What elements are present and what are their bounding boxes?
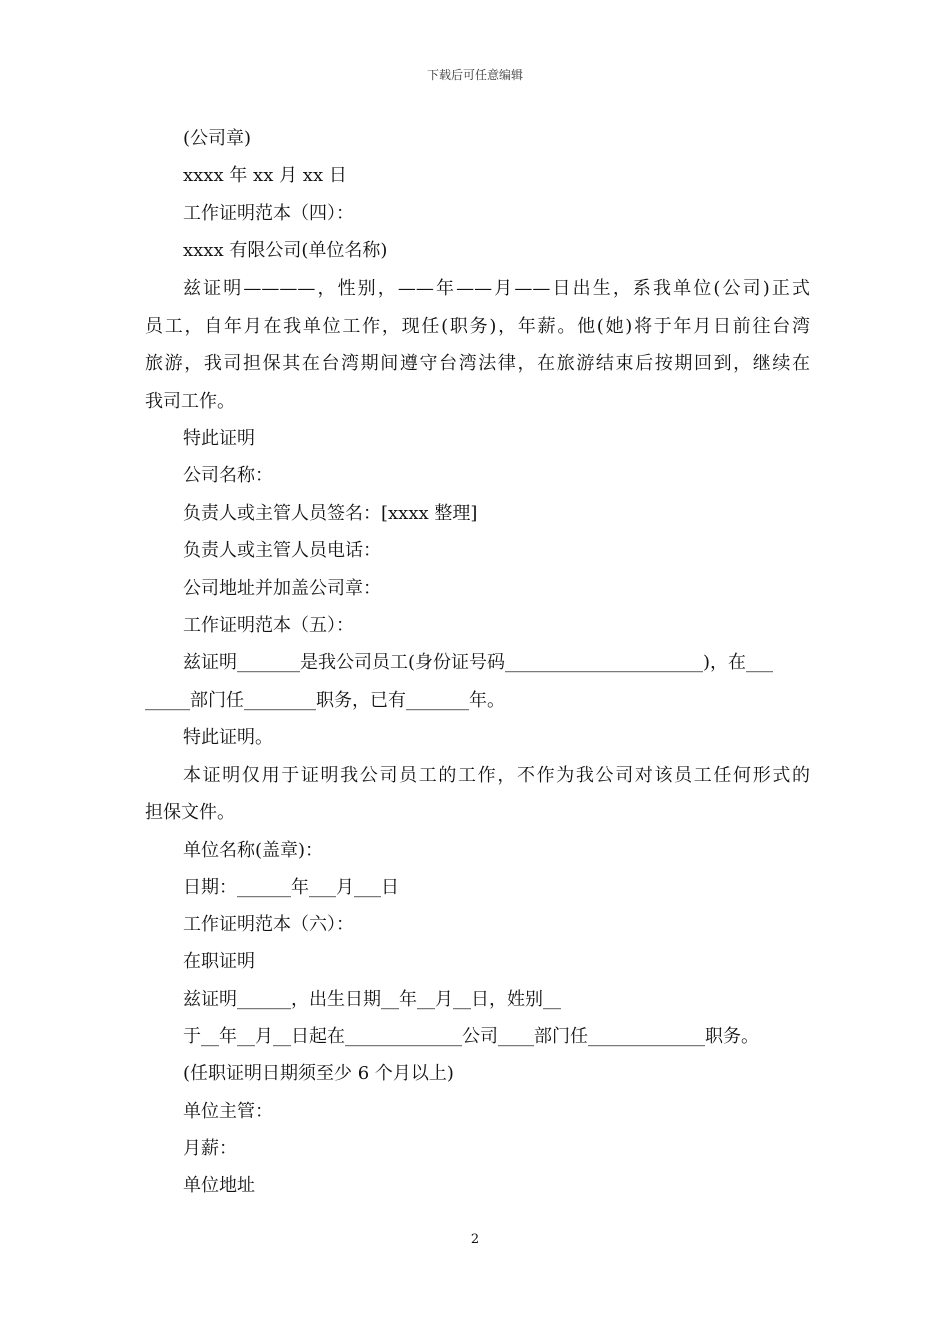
- paragraph-line: 兹证明_______是我公司员工(身份证号码______________________)，在___: [183, 652, 774, 673]
- field-company-name: 公司名称：: [183, 465, 273, 486]
- date-line: xxxx 年 xx 月 xx 日: [183, 165, 347, 186]
- note-line: (任职证明日期须至少 6 个月以上): [183, 1063, 454, 1084]
- paragraph-line: 我司工作。: [145, 391, 235, 412]
- paragraph-line: 本证明仅用于证明我公司员工的工作，不作为我公司对该员工任何形式的: [183, 765, 810, 786]
- field-unit-name-seal: 单位名称(盖章)：: [183, 840, 324, 861]
- field-monthly-salary: 月薪：: [183, 1138, 237, 1159]
- paragraph-line: 旅游，我司担保其在台湾期间遵守台湾法律，在旅游结束后按期回到，继续在: [145, 353, 810, 374]
- paragraph-line: 兹证明————，性别，——年——月——日出生，系我单位(公司)正式: [183, 278, 810, 299]
- company-seal-line: (公司章): [183, 128, 252, 149]
- field-phone: 负责人或主管人员电话：: [183, 540, 381, 561]
- paragraph-line: 兹证明______，出生日期__年__月__日，姓别__: [183, 989, 561, 1010]
- paragraph-line: _____部门任________职务，已有_______年。: [145, 690, 505, 711]
- field-address-seal: 公司地址并加盖公司章：: [183, 578, 381, 599]
- certify-line: 特此证明。: [183, 727, 273, 748]
- field-signature: 负责人或主管人员签名：[xxxx 整理]: [183, 503, 478, 524]
- certificate-title: 在职证明: [183, 951, 255, 972]
- section-heading-5: 工作证明范本（五）：: [183, 615, 354, 636]
- field-unit-address: 单位地址: [183, 1175, 255, 1196]
- section-heading-4: 工作证明范本（四）：: [183, 203, 354, 224]
- company-name-line: xxxx 有限公司(单位名称): [183, 240, 388, 261]
- paragraph-line: 于__年__月__日起在_____________公司____部门任_____________职务。: [183, 1026, 759, 1047]
- field-date: 日期：______年___月___日: [183, 877, 399, 898]
- paragraph-line: 员工，自年月在我单位工作，现任(职务)，年薪。他(她)将于年月日前往台湾: [145, 316, 810, 337]
- paragraph-line: 担保文件。: [145, 802, 235, 823]
- page-header: 下载后可任意编辑: [426, 68, 523, 82]
- field-supervisor: 单位主管：: [183, 1101, 273, 1122]
- page-number: 2: [470, 1232, 480, 1247]
- section-heading-6: 工作证明范本（六）：: [183, 914, 354, 935]
- certify-line: 特此证明: [183, 428, 255, 449]
